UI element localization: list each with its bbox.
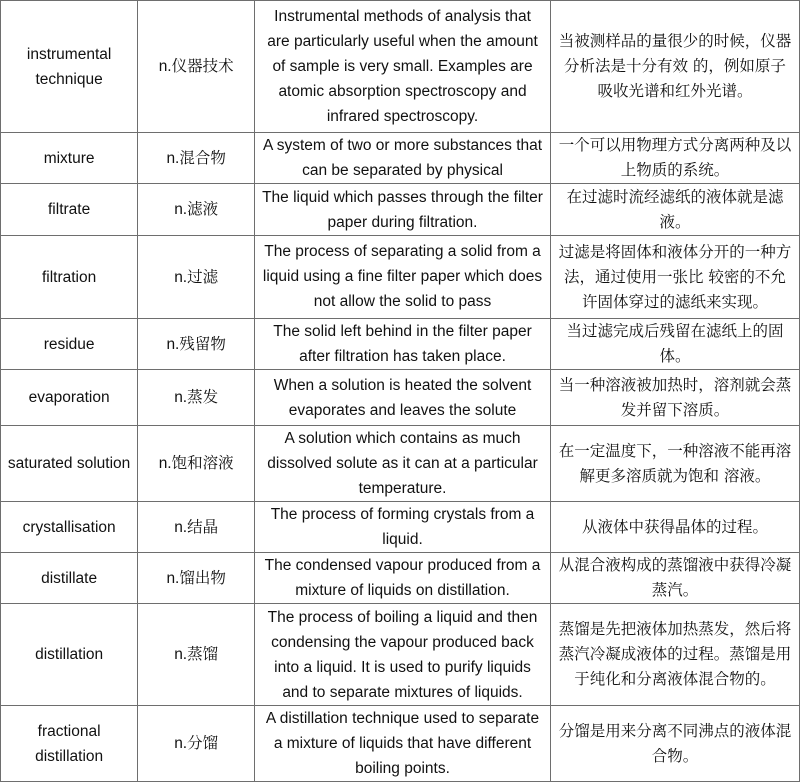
part-of-speech-cell: n.分馏 (138, 706, 255, 782)
part-of-speech-cell: n.蒸发 (138, 370, 255, 426)
term-cell: filtrate (1, 184, 138, 236)
english-definition-cell: The condensed vapour produced from a mixture of liquids on distillation. (255, 553, 551, 604)
english-definition-cell: The process of boiling a liquid and then condensing the vapour produced back into a liquid. It is used to purify liquids and to separate mixtures of liquids. (255, 604, 551, 706)
table-row (1, 426, 800, 502)
term-cell: distillation (1, 604, 138, 706)
term-cell: fractional distillation (1, 706, 138, 782)
english-definition-cell: When a solution is heated the solvent evaporates and leaves the solute (255, 370, 551, 426)
table-row (1, 706, 800, 782)
term-cell: residue (1, 319, 138, 370)
english-definition-cell: The process of forming crystals from a liquid. (255, 502, 551, 553)
english-definition-cell (255, 236, 551, 319)
english-definition-cell: A system of two or more substances that can be separated by physical (255, 133, 551, 184)
chinese-definition-cell: 当一种溶液被加热时，溶剂就会蒸发并留下溶质。 (550, 370, 799, 426)
chinese-definition-cell: 当被测样品的量很少的时候，仪器分析法是十分有效 的，例如原子吸收光谱和红外光谱。 (550, 1, 799, 133)
english-definition-cell: The solid left behind in the filter paper after filtration has taken place. (255, 319, 551, 370)
part-of-speech-cell: n.滤液 (138, 184, 255, 236)
table-row (1, 604, 800, 706)
chinese-definition-cell: 过滤是将固体和液体分开的一种方法，通过使用一张比 较密的不允许固体穿过的滤纸来实现。 (550, 236, 799, 319)
chinese-definition-cell: 从混合液构成的蒸馏液中获得冷凝蒸汽。 (550, 553, 799, 604)
chinese-definition-cell: 当过滤完成后残留在滤纸上的固体。 (550, 319, 799, 370)
chinese-definition-cell: 蒸馏是先把液体加热蒸发，然后将蒸汽冷凝成液体的过程。蒸馏是用于纯化和分离液体混合物的。 (550, 604, 799, 706)
chinese-definition-cell: 在过滤时流经滤纸的液体就是滤液。 (550, 184, 799, 236)
part-of-speech-cell: n.饱和溶液 (138, 426, 255, 502)
table-row (1, 236, 800, 319)
term-cell: evaporation (1, 370, 138, 426)
part-of-speech-cell: n.过滤 (138, 236, 255, 319)
part-of-speech-cell: n.馏出物 (138, 553, 255, 604)
part-of-speech-cell: n.混合物 (138, 133, 255, 184)
table-row (1, 319, 800, 370)
table-row (1, 370, 800, 426)
english-definition-cell: A solution which contains as much dissolved solute as it can at a particular temperature. (255, 426, 551, 502)
table-row (1, 133, 800, 184)
table-row (1, 1, 800, 133)
term-cell: saturated solution (1, 426, 138, 502)
english-definition-cell: Instrumental methods of analysis that are particularly useful when the amount of sample is very small. Examples are atomic absorption spectroscopy and infrared spectroscopy. (255, 1, 551, 133)
chinese-definition-cell: 分馏是用来分离不同沸点的液体混合物。 (550, 706, 799, 782)
chinese-definition-cell: 从液体中获得晶体的过程。 (550, 502, 799, 553)
part-of-speech-cell: n.蒸馏 (138, 604, 255, 706)
table-row (1, 502, 800, 553)
table-row (1, 553, 800, 604)
english-definition-cell: A distillation technique used to separate a mixture of liquids that have different boiling points. (255, 706, 551, 782)
english-definition-cell: The liquid which passes through the filter paper during filtration. (255, 184, 551, 236)
term-cell: distillate (1, 553, 138, 604)
part-of-speech-cell: n.结晶 (138, 502, 255, 553)
english-definition-text: The process of separating a solid from a liquid using a fine filter paper which does not allow the solid to pass (262, 243, 543, 310)
part-of-speech-cell: n.仪器技术 (138, 1, 255, 133)
term-cell: crystallisation (1, 502, 138, 553)
term-cell: instrumental technique (1, 1, 138, 133)
term-cell: mixture (1, 133, 138, 184)
table-row (1, 184, 800, 236)
term-cell: filtration (1, 236, 138, 319)
chinese-definition-cell: 一个可以用物理方式分离两种及以上物质的系统。 (550, 133, 799, 184)
part-of-speech-cell: n.残留物 (138, 319, 255, 370)
chinese-definition-cell: 在一定温度下，一种溶液不能再溶解更多溶质就为饱和 溶液。 (550, 426, 799, 502)
